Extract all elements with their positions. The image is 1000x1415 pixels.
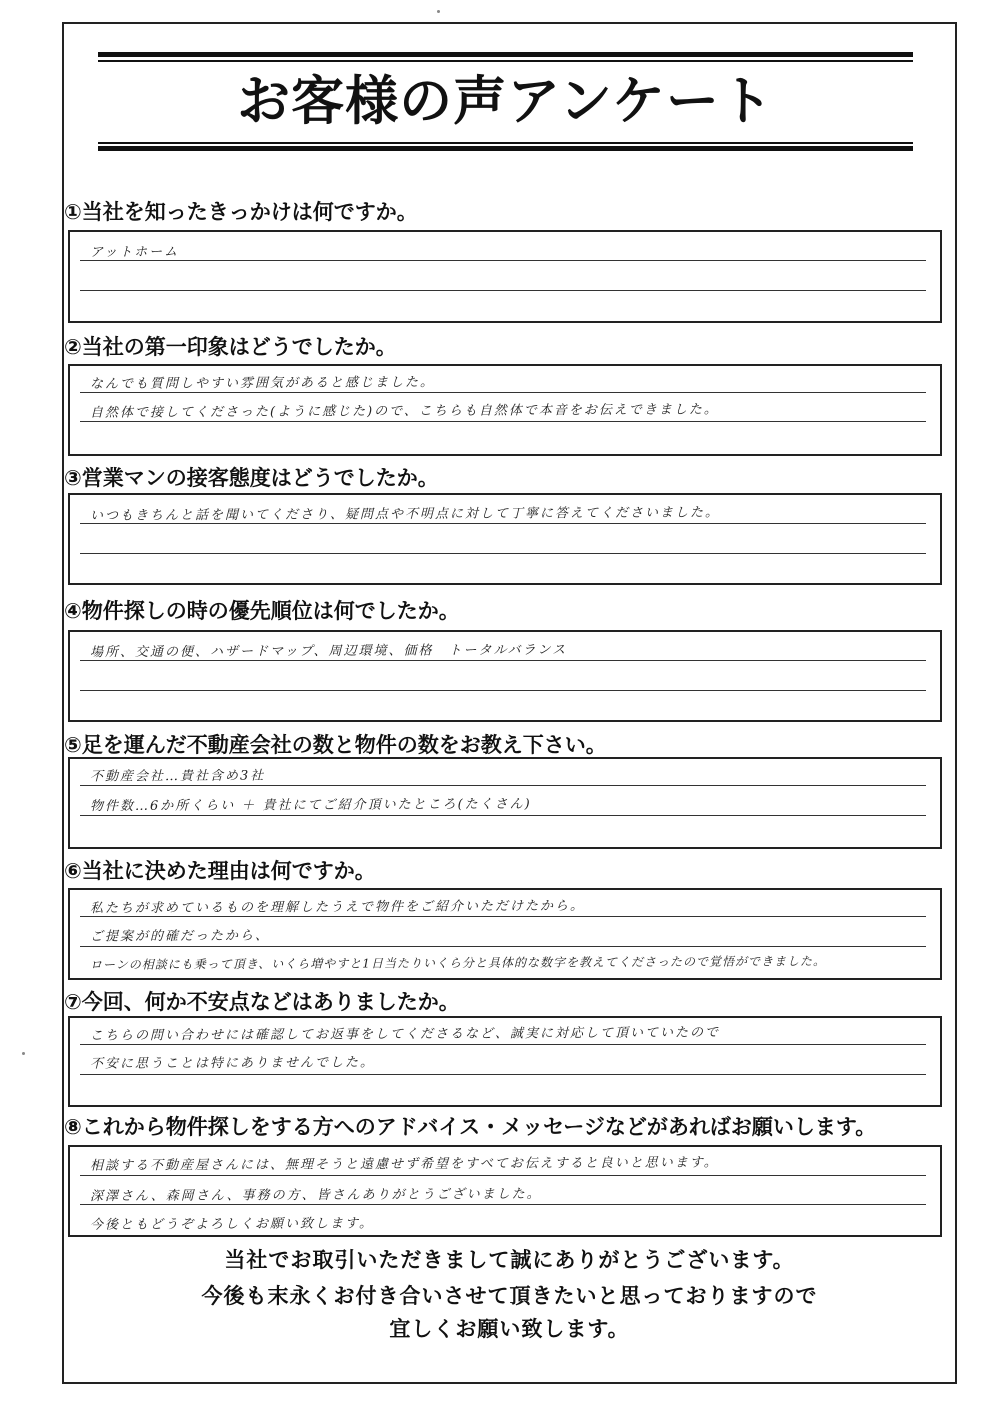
answer-box-3 [68,493,942,585]
closing-line-3: 宜しくお願い致します。 [389,1317,630,1341]
scan-speck [22,1052,25,1055]
ruled-line [80,1074,926,1075]
ruled-line [80,1044,926,1045]
question-8: ⑧これから物件探しをする方へのアドバイス・メッセージなどがあればお願いします。 [64,1115,877,1139]
answer-7-line-1: こちらの問い合わせには確認してお返事をしてくださるなど、誠実に対応して頂いていたので [89,1025,721,1044]
question-3: ③営業マンの接客態度はどうでしたか。 [64,466,439,490]
answer-box-1 [68,230,942,323]
answer-8-line-3: 今後ともどうぞよろしくお願い致します。 [89,1216,375,1233]
ruled-line [80,690,926,691]
ruled-line [80,290,926,291]
ruled-line [80,260,926,261]
answer-8-line-2: 深澤さん、森岡さん、事務の方、皆さんありがとうございました。 [89,1186,542,1205]
ruled-line [80,660,926,661]
answer-5-line-2: 物件数…6か所くらい ＋ 貴社にてご紹介頂いたところ(たくさん) [89,796,532,815]
ruled-line [80,785,926,786]
answer-5-line-1: 不動産会社…貴社含め3社 [89,768,266,785]
answer-2-line-2: 自然体で接してくださった(ように感じた)ので、こちらも自然体で本音をお伝えできました。 [89,402,719,421]
ruled-line [80,1175,926,1176]
answer-box-6 [68,888,942,980]
answer-2-line-1: なんでも質問しやすい雰囲気があると感じました。 [89,375,436,392]
answer-8-line-1: 相談する不動産屋さんには、無理そうと遠慮せず希望をすべてお伝えすると良いと思います。 [89,1155,719,1174]
answer-box-4 [68,630,942,722]
question-5: ⑤足を運んだ不動産会社の数と物件の数をお教え下さい。 [64,733,607,757]
title-bottom-rule-thin [98,142,913,144]
ruled-line [80,553,926,554]
answer-6-line-1: 私たちが求めているものを理解したうえで物件をご紹介いただけたから。 [89,898,586,917]
ruled-line [80,815,926,816]
answer-4-line-1: 場所、交通の便、ハザードマップ、周辺環境、価格 トータルバランス [89,642,568,661]
question-2: ②当社の第一印象はどうでしたか。 [64,335,397,359]
answer-7-line-2: 不安に思うことは特にありませんでした。 [89,1055,376,1072]
question-6: ⑥当社に決めた理由は何ですか。 [64,859,376,883]
question-1: ①当社を知ったきっかけは何ですか。 [64,200,418,224]
question-4: ④物件探しの時の優先順位は何でしたか。 [64,599,460,623]
ruled-line [80,946,926,947]
title-top-rule [98,52,913,57]
ruled-line [80,1204,926,1205]
ruled-line [80,421,926,422]
answer-box-2 [68,364,942,456]
answer-box-8 [68,1145,942,1237]
answer-6-line-3: ローンの相談にも乗って頂き、いくら増やすと1日当たりいくら分と具体的な数字を教えてくださったので覚悟ができました。 [89,954,826,972]
ruled-line [80,523,926,524]
answer-3-line-1: いつもきちんと話を聞いてくださり、疑問点や不明点に対して丁寧に答えてくださいました。 [89,505,721,524]
closing-line-1: 当社でお取引いただきまして誠にありがとうございます。 [224,1248,795,1272]
title-bottom-rule [98,146,913,151]
answer-6-line-2: ご提案が的確だったから、 [89,928,271,945]
ruled-line [80,392,926,393]
question-7: ⑦今回、何か不安点などはありましたか。 [64,990,460,1014]
scan-speck [437,10,440,13]
ruled-line [80,916,926,917]
answer-box-5 [68,757,942,849]
answer-1-line-1: アットホーム [89,244,180,261]
closing-line-2: 今後も末永くお付き合いさせて頂きたいと思っておりますので [201,1284,818,1308]
page-title: お客様の声アンケート [237,71,774,132]
answer-box-7 [68,1016,942,1107]
